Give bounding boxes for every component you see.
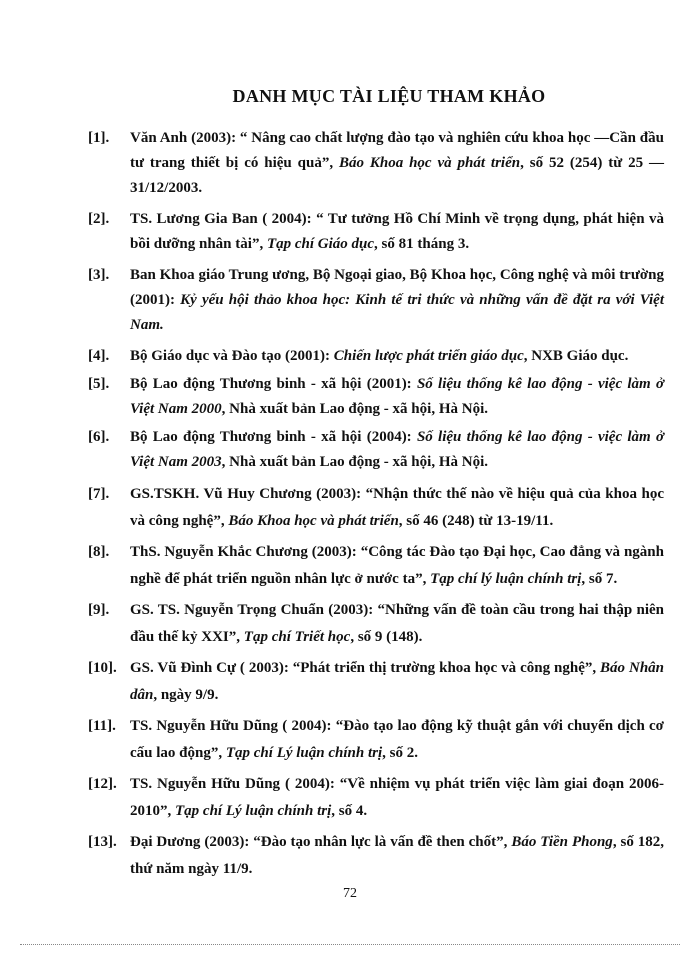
reference-item — [88, 771, 664, 825]
reference-text: , số 9 (148). — [350, 629, 423, 645]
reference-number: [9]. — [88, 602, 110, 618]
reference-text: TS. Nguyễn Hữu Dũng ( 2004): “Về nhiệm vụ phát triển việc làm giai đoạn 2006-2010”, — [130, 776, 664, 819]
reference-number: [7]. — [88, 486, 110, 502]
reference-number: [1]. — [88, 130, 110, 146]
reference-text: TS. Lương Gia Ban ( 2004): “ Tư tưởng Hồ Chí Minh về trọng dụng, phát hiện và bồi dưỡng nhân tài”, — [130, 211, 664, 252]
reference-item — [88, 344, 664, 369]
bottom-divider — [20, 944, 680, 945]
reference-item — [88, 829, 664, 883]
reference-list — [88, 126, 664, 887]
reference-item — [88, 655, 664, 709]
reference-source-title: Tạp chí Lý luận chính trị — [225, 745, 383, 761]
reference-number: [6]. — [88, 429, 110, 445]
reference-item — [88, 713, 664, 767]
reference-number: [8]. — [88, 544, 110, 560]
reference-number: [4]. — [88, 348, 110, 364]
reference-source-title: Báo Khoa học và phát triển — [228, 513, 399, 529]
reference-item — [88, 207, 664, 257]
reference-item — [88, 597, 664, 651]
reference-text: , NXB Giáo dục. — [523, 348, 629, 364]
reference-text: GS. TS. Nguyễn Trọng Chuẩn (2003): “Những vấn đề toàn cầu trong hai thập niên đầu thế kỷ XXI”, — [130, 602, 664, 645]
reference-text: , số 4. — [331, 803, 368, 819]
reference-text: GS. Vũ Đình Cự ( 2003): “Phát triển thị trường khoa học và công nghệ”, — [130, 660, 601, 676]
reference-item — [88, 481, 664, 535]
reference-source-title: Báo Khoa học và phát triển — [338, 155, 521, 171]
reference-text: , số 2. — [382, 745, 418, 761]
reference-item — [88, 425, 664, 475]
page-title: DANH MỤC TÀI LIỆU THAM KHẢO — [232, 86, 546, 106]
reference-text: , Nhà xuất bản Lao động - xã hội, Hà Nội. — [221, 454, 488, 470]
reference-text: Bộ Lao động Thương binh - xã hội (2004): — [130, 429, 417, 445]
reference-source-title: Số liệu thống kê lao động - việc làm ở Việt Nam 2003 — [130, 429, 665, 470]
reference-text: , Nhà xuất bản Lao động - xã hội, Hà Nội. — [221, 401, 488, 417]
reference-source-title: Tạp chí lý luận chính trị — [430, 571, 582, 587]
reference-text: Bộ Giáo dục và Đào tạo (2001): — [130, 348, 334, 364]
page-number: 72 — [343, 886, 357, 901]
reference-number: [5]. — [88, 376, 110, 392]
reference-source-title: Số liệu thống kê lao động - việc làm ở Việt Nam 2000 — [130, 376, 665, 417]
reference-item — [88, 126, 664, 201]
reference-source-title: Tạp chí Lý luận chính trị — [175, 803, 332, 819]
reference-text: , số 182, thứ năm ngày 11/9. — [130, 834, 664, 877]
reference-text: GS.TSKH. Vũ Huy Chương (2003): “Nhận thức thế nào về hiệu quả của khoa học và công nghệ”, — [130, 486, 664, 529]
reference-source-title: Tạp chí Giáo dục — [266, 236, 375, 252]
reference-text: Bộ Lao động Thương binh - xã hội (2001): — [130, 376, 417, 392]
reference-number: [10]. — [88, 660, 117, 676]
reference-text: ThS. Nguyễn Khắc Chương (2003): “Công tác Đào tạo Đại học, Cao đẳng và ngành nghề để phát triển nguồn nhân lực ở nước ta”, — [130, 544, 664, 587]
reference-text: , số 81 tháng 3. — [374, 236, 470, 252]
reference-source-title: Tạp chí Triết học — [243, 629, 351, 645]
reference-text: , số 52 (254) từ 25 —31/12/2003. — [130, 155, 664, 196]
reference-number: [3]. — [88, 267, 110, 283]
reference-item — [88, 539, 664, 593]
reference-source-title: Báo Nhân dân — [130, 660, 664, 703]
reference-text: , ngày 9/9. — [153, 687, 219, 703]
reference-source-title: Báo Tiền Phong — [511, 834, 613, 850]
reference-item — [88, 263, 664, 338]
reference-text: , số 7. — [581, 571, 618, 587]
reference-text: , số 46 (248) từ 13-19/11. — [398, 513, 554, 529]
reference-text: TS. Nguyễn Hữu Dũng ( 2004): “Đào tạo lao động kỹ thuật gắn với chuyển dịch cơ cấu lao động”, — [130, 718, 664, 761]
reference-text: Đại Dương (2003): “Đào tạo nhân lực là vấn đề then chốt”, — [130, 834, 512, 850]
reference-source-title: Chiến lược phát triển giáo dục — [333, 348, 524, 364]
reference-text: Ban Khoa giáo Trung ương, Bộ Ngoại giao, Bộ Khoa học, Công nghệ và môi trường (2001): — [130, 267, 664, 308]
reference-text: Văn Anh (2003): “ Nâng cao chất lượng đào tạo và nghiên cứu khoa học —Cần đầu tư trang thiết bị có hiệu quả”, — [130, 130, 664, 171]
reference-number: [11]. — [88, 718, 116, 734]
reference-item — [88, 372, 664, 422]
reference-number: [12]. — [88, 776, 117, 792]
reference-number: [2]. — [88, 211, 110, 227]
reference-number: [13]. — [88, 834, 117, 850]
reference-source-title: Kỷ yếu hội thảo khoa học: Kinh tế tri thức và những vấn đề đặt ra với Việt Nam. — [130, 292, 664, 333]
